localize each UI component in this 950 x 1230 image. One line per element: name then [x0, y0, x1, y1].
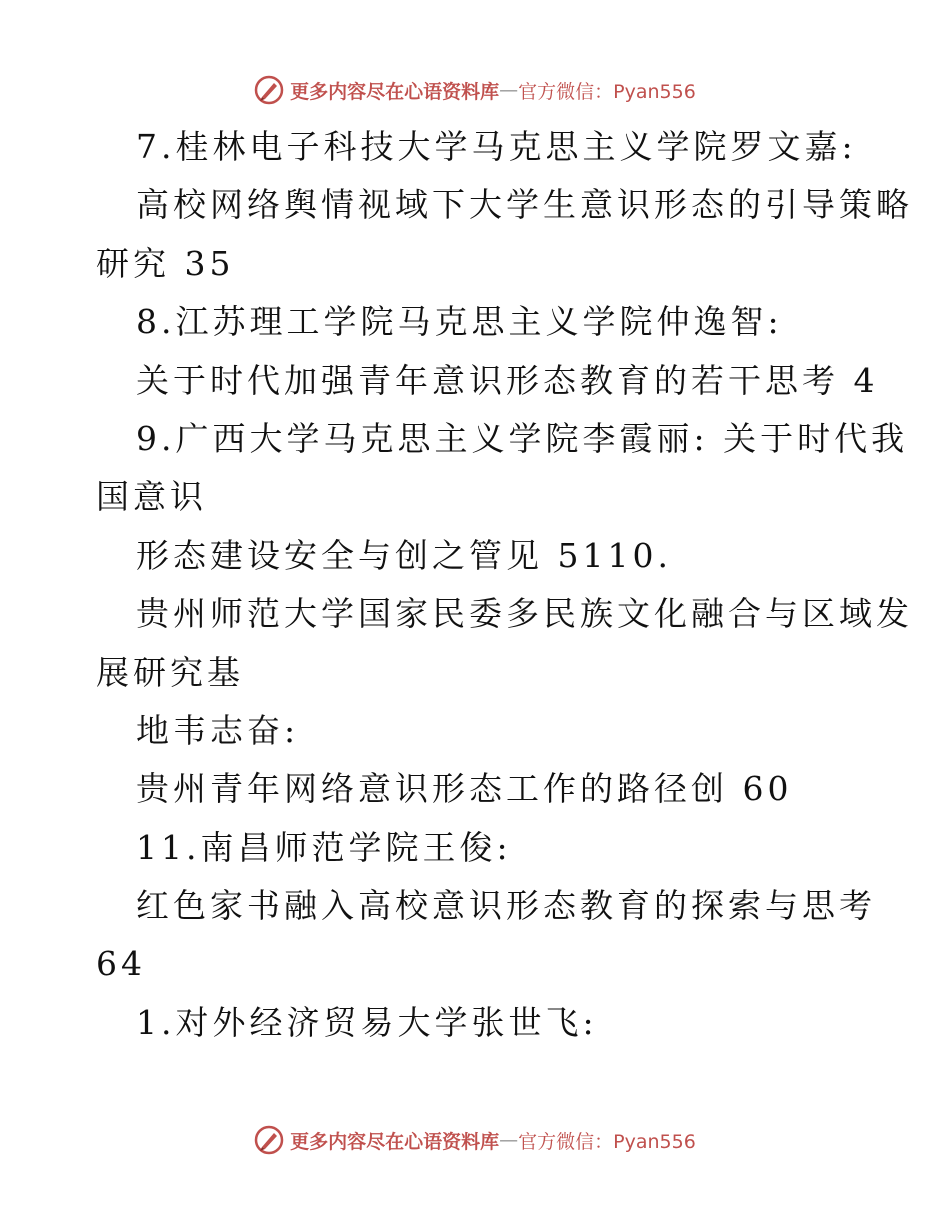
text-line: 高校网络舆情视域下大学生意识形态的引导策略 [136, 185, 913, 225]
pen-logo-icon [254, 75, 284, 105]
text-line: 64 [96, 944, 146, 984]
text-line: 1.对外经济贸易大学张世飞: [136, 1002, 598, 1042]
watermark-footer [0, 1120, 950, 1160]
text-line: 展研究基 [96, 652, 244, 692]
watermark-brand: 官方微信：Pyan556 [518, 80, 696, 103]
text-line: 7.桂林电子科技大学马克思主义学院罗文嘉: [136, 127, 857, 166]
document-body [96, 118, 913, 1052]
watermark-separator: — [499, 1129, 519, 1151]
text-line: 红色家书融入高校意识形态教育的探索与思考 [136, 886, 876, 926]
text-line: 贵州青年网络意识形态工作的路径创 60 [136, 769, 793, 809]
text-line: 9.广西大学马克思主义学院李霞丽: 关于时代我 [136, 418, 909, 458]
text-line: 国意识 [96, 477, 207, 517]
watermark-brand: 官方微信：Pyan556 [518, 1130, 696, 1153]
watermark-separator: — [499, 79, 519, 101]
text-line: 关于时代加强青年意识形态教育的若干思考 4 [136, 360, 879, 400]
text-line: 研究 35 [96, 243, 235, 283]
watermark-text: 更多内容尽在心语资料库 [290, 80, 500, 103]
watermark-header [0, 70, 950, 110]
text-line: 8.江苏理工学院马克思主义学院仲逸智: [136, 302, 783, 342]
text-line: 形态建设安全与创之管见 5110. [136, 535, 672, 575]
text-line: 11.南昌师范学院王俊: [136, 827, 512, 867]
pen-logo-icon [254, 1125, 284, 1155]
text-line: 贵州师范大学国家民委多民族文化融合与区域发 [136, 594, 913, 634]
text-line: 地韦志奋: [136, 710, 300, 750]
watermark-text: 更多内容尽在心语资料库 [290, 1130, 500, 1153]
